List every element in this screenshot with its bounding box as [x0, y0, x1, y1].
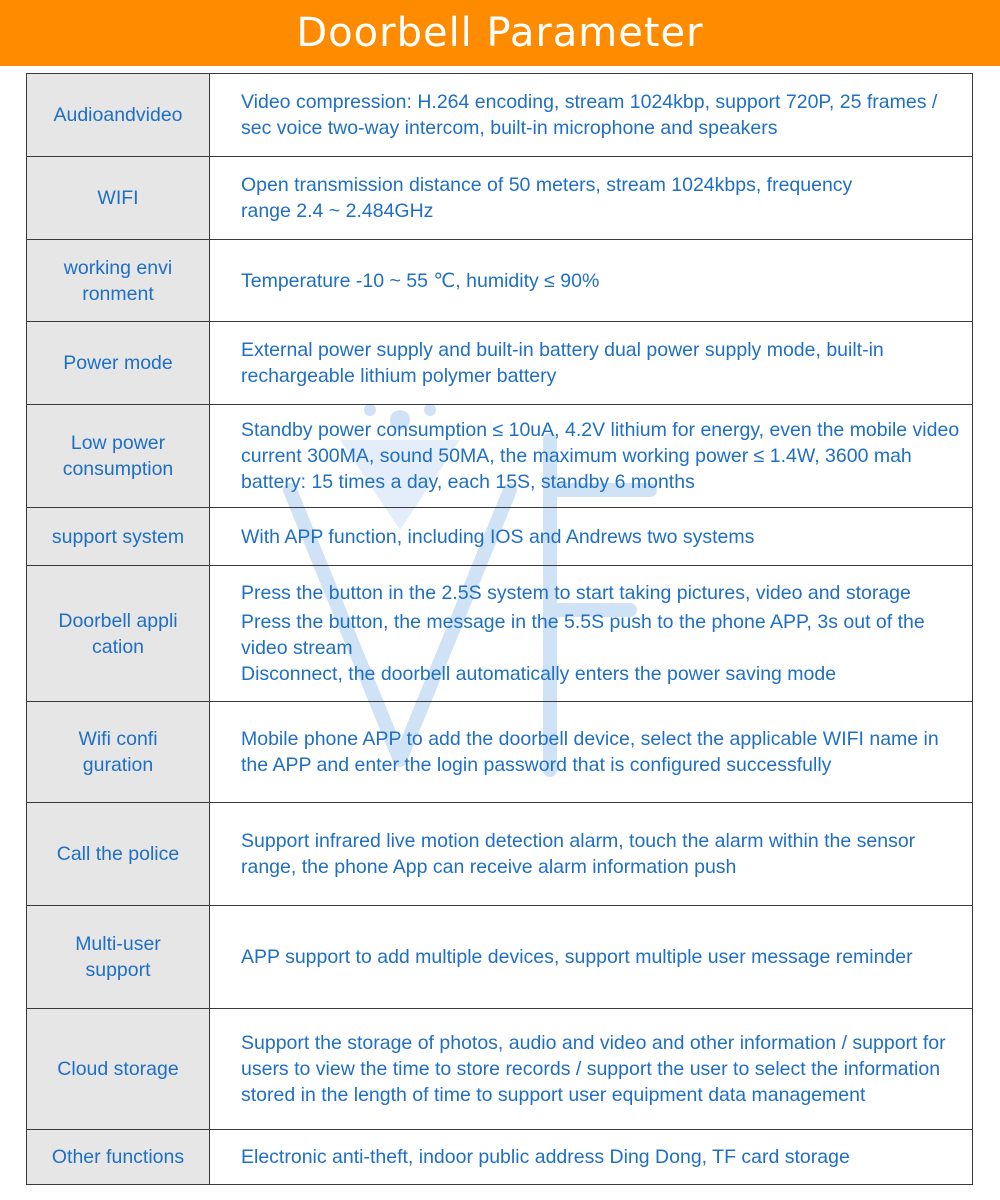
value-line: With APP function, including IOS and Andrews two systems	[241, 525, 755, 548]
row-value	[210, 566, 973, 702]
value-line: Press the button, the message in the 5.5S push to the phone APP, 3s out of the video stream	[241, 611, 925, 659]
row-value	[210, 906, 973, 1009]
row-value	[210, 322, 973, 405]
row-value	[210, 702, 973, 803]
value-line: Support the storage of photos, audio and video and other information / support for users to view the time to store records / support the user to select the information stored in the length of time to support user equipment data management	[241, 1032, 946, 1106]
table-row	[27, 508, 973, 566]
row-label	[27, 702, 210, 803]
row-label	[27, 240, 210, 322]
value-line: Support infrared live motion detection alarm, touch the alarm within the sensor range, the phone App can receive alarm information push	[241, 830, 916, 878]
row-label: Call the police	[27, 803, 210, 906]
row-value	[210, 405, 973, 508]
value-line: Press the button in the 2.5S system to start taking pictures, video and storage	[241, 582, 911, 604]
value-line: Video compression: H.264 encoding, stream 1024kbp, support 720P, 25 frames / sec voice two-way intercom, built-in microphone and speakers	[241, 91, 938, 139]
value-line: Standby power consumption ≤ 10uA, 4.2V lithium for energy, even the mobile video current 300MA, sound 50MA, the maximum working power ≤ 1.4W, 3600 mah battery: 15 times a day, each 15S, standby 6 months	[241, 419, 960, 493]
value-line: Disconnect, the doorbell automatically enters the power saving mode	[241, 663, 837, 685]
row-label: support system	[27, 508, 210, 566]
row-label: Cloud storage	[27, 1009, 210, 1130]
title-banner	[0, 0, 1000, 66]
table-row	[27, 566, 973, 702]
table-row	[27, 1130, 973, 1185]
row-label-text: Low power consumption	[62, 432, 174, 480]
table-row	[27, 322, 973, 405]
row-value	[210, 240, 973, 322]
table-row	[27, 74, 973, 157]
row-label	[27, 906, 210, 1009]
table-row	[27, 157, 973, 240]
page-title: Doorbell Parameter	[296, 10, 704, 56]
table-row	[27, 1009, 973, 1130]
table-row	[27, 906, 973, 1009]
row-label: Other functions	[27, 1130, 210, 1185]
row-value	[210, 74, 973, 157]
row-label-text: Wifi confi guration	[78, 728, 158, 776]
row-label: Power mode	[27, 322, 210, 405]
row-label	[27, 405, 210, 508]
row-value	[210, 803, 973, 906]
row-label	[27, 566, 210, 702]
value-line: Mobile phone APP to add the doorbell device, select the applicable WIFI name in the APP and enter the login password that is configured successfully	[241, 728, 939, 776]
row-label: WIFI	[27, 157, 210, 240]
table-row	[27, 405, 973, 508]
value-line: Open transmission distance of 50 meters, stream 1024kbps, frequency range 2.4 ~ 2.484GHz	[241, 174, 853, 222]
row-label-text: Multi-user support	[75, 933, 161, 981]
table-row	[27, 702, 973, 803]
value-line: Temperature -10 ~ 55 ℃, humidity ≤ 90%	[241, 269, 600, 292]
row-label-text: working envi ronment	[63, 256, 173, 305]
row-label-text: Doorbell appli cation	[58, 609, 178, 658]
value-line: APP support to add multiple devices, support multiple user message reminder	[241, 946, 913, 968]
table-row	[27, 240, 973, 322]
table-row	[27, 803, 973, 906]
row-value	[210, 508, 973, 566]
row-value	[210, 1009, 973, 1130]
value-line: Electronic anti-theft, indoor public address Ding Dong, TF card storage	[241, 1146, 850, 1168]
row-value	[210, 1130, 973, 1185]
row-label: Audioandvideo	[27, 74, 210, 157]
value-line: External power supply and built-in battery dual power supply mode, built-in rechargeable lithium polymer battery	[241, 339, 884, 387]
parameter-table	[26, 73, 973, 1185]
row-value	[210, 157, 973, 240]
